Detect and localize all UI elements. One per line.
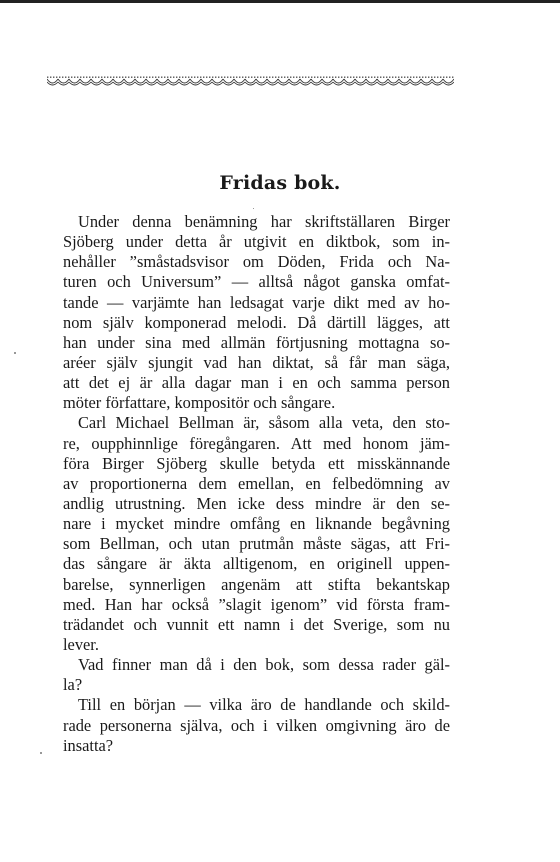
text-line: Sjöberg under detta år utgivit en diktbok, som in- (63, 232, 450, 252)
text-line: lever. (63, 634, 99, 654)
text-line: insatta? (63, 735, 114, 755)
text-line: nehåller ”småstadsvisor om Döden, Frida och Na- (63, 252, 450, 272)
text-line: som Bellman, och utan prutmån måste sägas, att Fri- (63, 534, 450, 554)
text-line: att det ej är alla dagar man i en och samma person (63, 373, 450, 393)
page-title: Fridas bok. (219, 172, 341, 194)
text-line: turen och Universum” — alltså något ganska omfat- (63, 272, 450, 292)
text-line: andlig utrustning. Men icke dess mindre är den se- (63, 493, 450, 513)
ornament-border (47, 76, 454, 88)
text-line: barelse, synnerligen angenäm att stifta bekantskap (63, 574, 450, 594)
text-line: trädandet och vunnit ett namn i det Sverige, som nu (63, 614, 450, 634)
body-text (48, 212, 450, 756)
text-line: han under sina med allmän förtjusning mottagna so- (63, 332, 450, 352)
text-line: nom själv komponerad melodi. Då därtill lägges, att (63, 312, 450, 332)
text-line: Till en början — vilka äro de handlande och skild- (78, 695, 450, 715)
text-line: tande — varjämte han ledsagat varje dikt med av ho- (63, 292, 450, 312)
paragraph (48, 695, 450, 755)
text-line: das sångare är äkta alltigenom, en originell uppen- (63, 554, 450, 574)
margin-speck (14, 352, 16, 354)
text-line: Carl Michael Bellman är, såsom alla veta, den sto- (78, 413, 450, 433)
margin-speck (253, 208, 254, 209)
text-line: rade personerna själva, och i vilken omgivning äro de (63, 715, 450, 735)
text-line: föra Birger Sjöberg skulle betyda ett misskännande (63, 453, 450, 473)
text-line: la? (63, 675, 83, 695)
text-line: möter författare, kompositör och sångare. (63, 393, 336, 413)
text-line: aréer själv sjungit vad han diktat, så får man säga, (63, 352, 450, 372)
paragraph (48, 212, 450, 413)
text-line: nare i mycket mindre omfång en liknande begåvning (63, 514, 450, 534)
text-line: Under denna benämning har skriftställaren Birger (78, 212, 450, 231)
text-line: med. Han har också ”slagit igenom” vid första fram- (63, 594, 450, 614)
paragraph (48, 413, 450, 655)
paragraph (48, 655, 450, 695)
text-line: re, oupphinnlige föregångaren. Att med honom jäm- (63, 433, 450, 453)
text-line: av proportionerna dem emellan, en felbedömning av (63, 473, 450, 493)
text-line: Vad finner man då i den bok, som dessa rader gäl- (78, 655, 450, 675)
margin-speck (40, 752, 42, 754)
top-rule (0, 0, 560, 3)
